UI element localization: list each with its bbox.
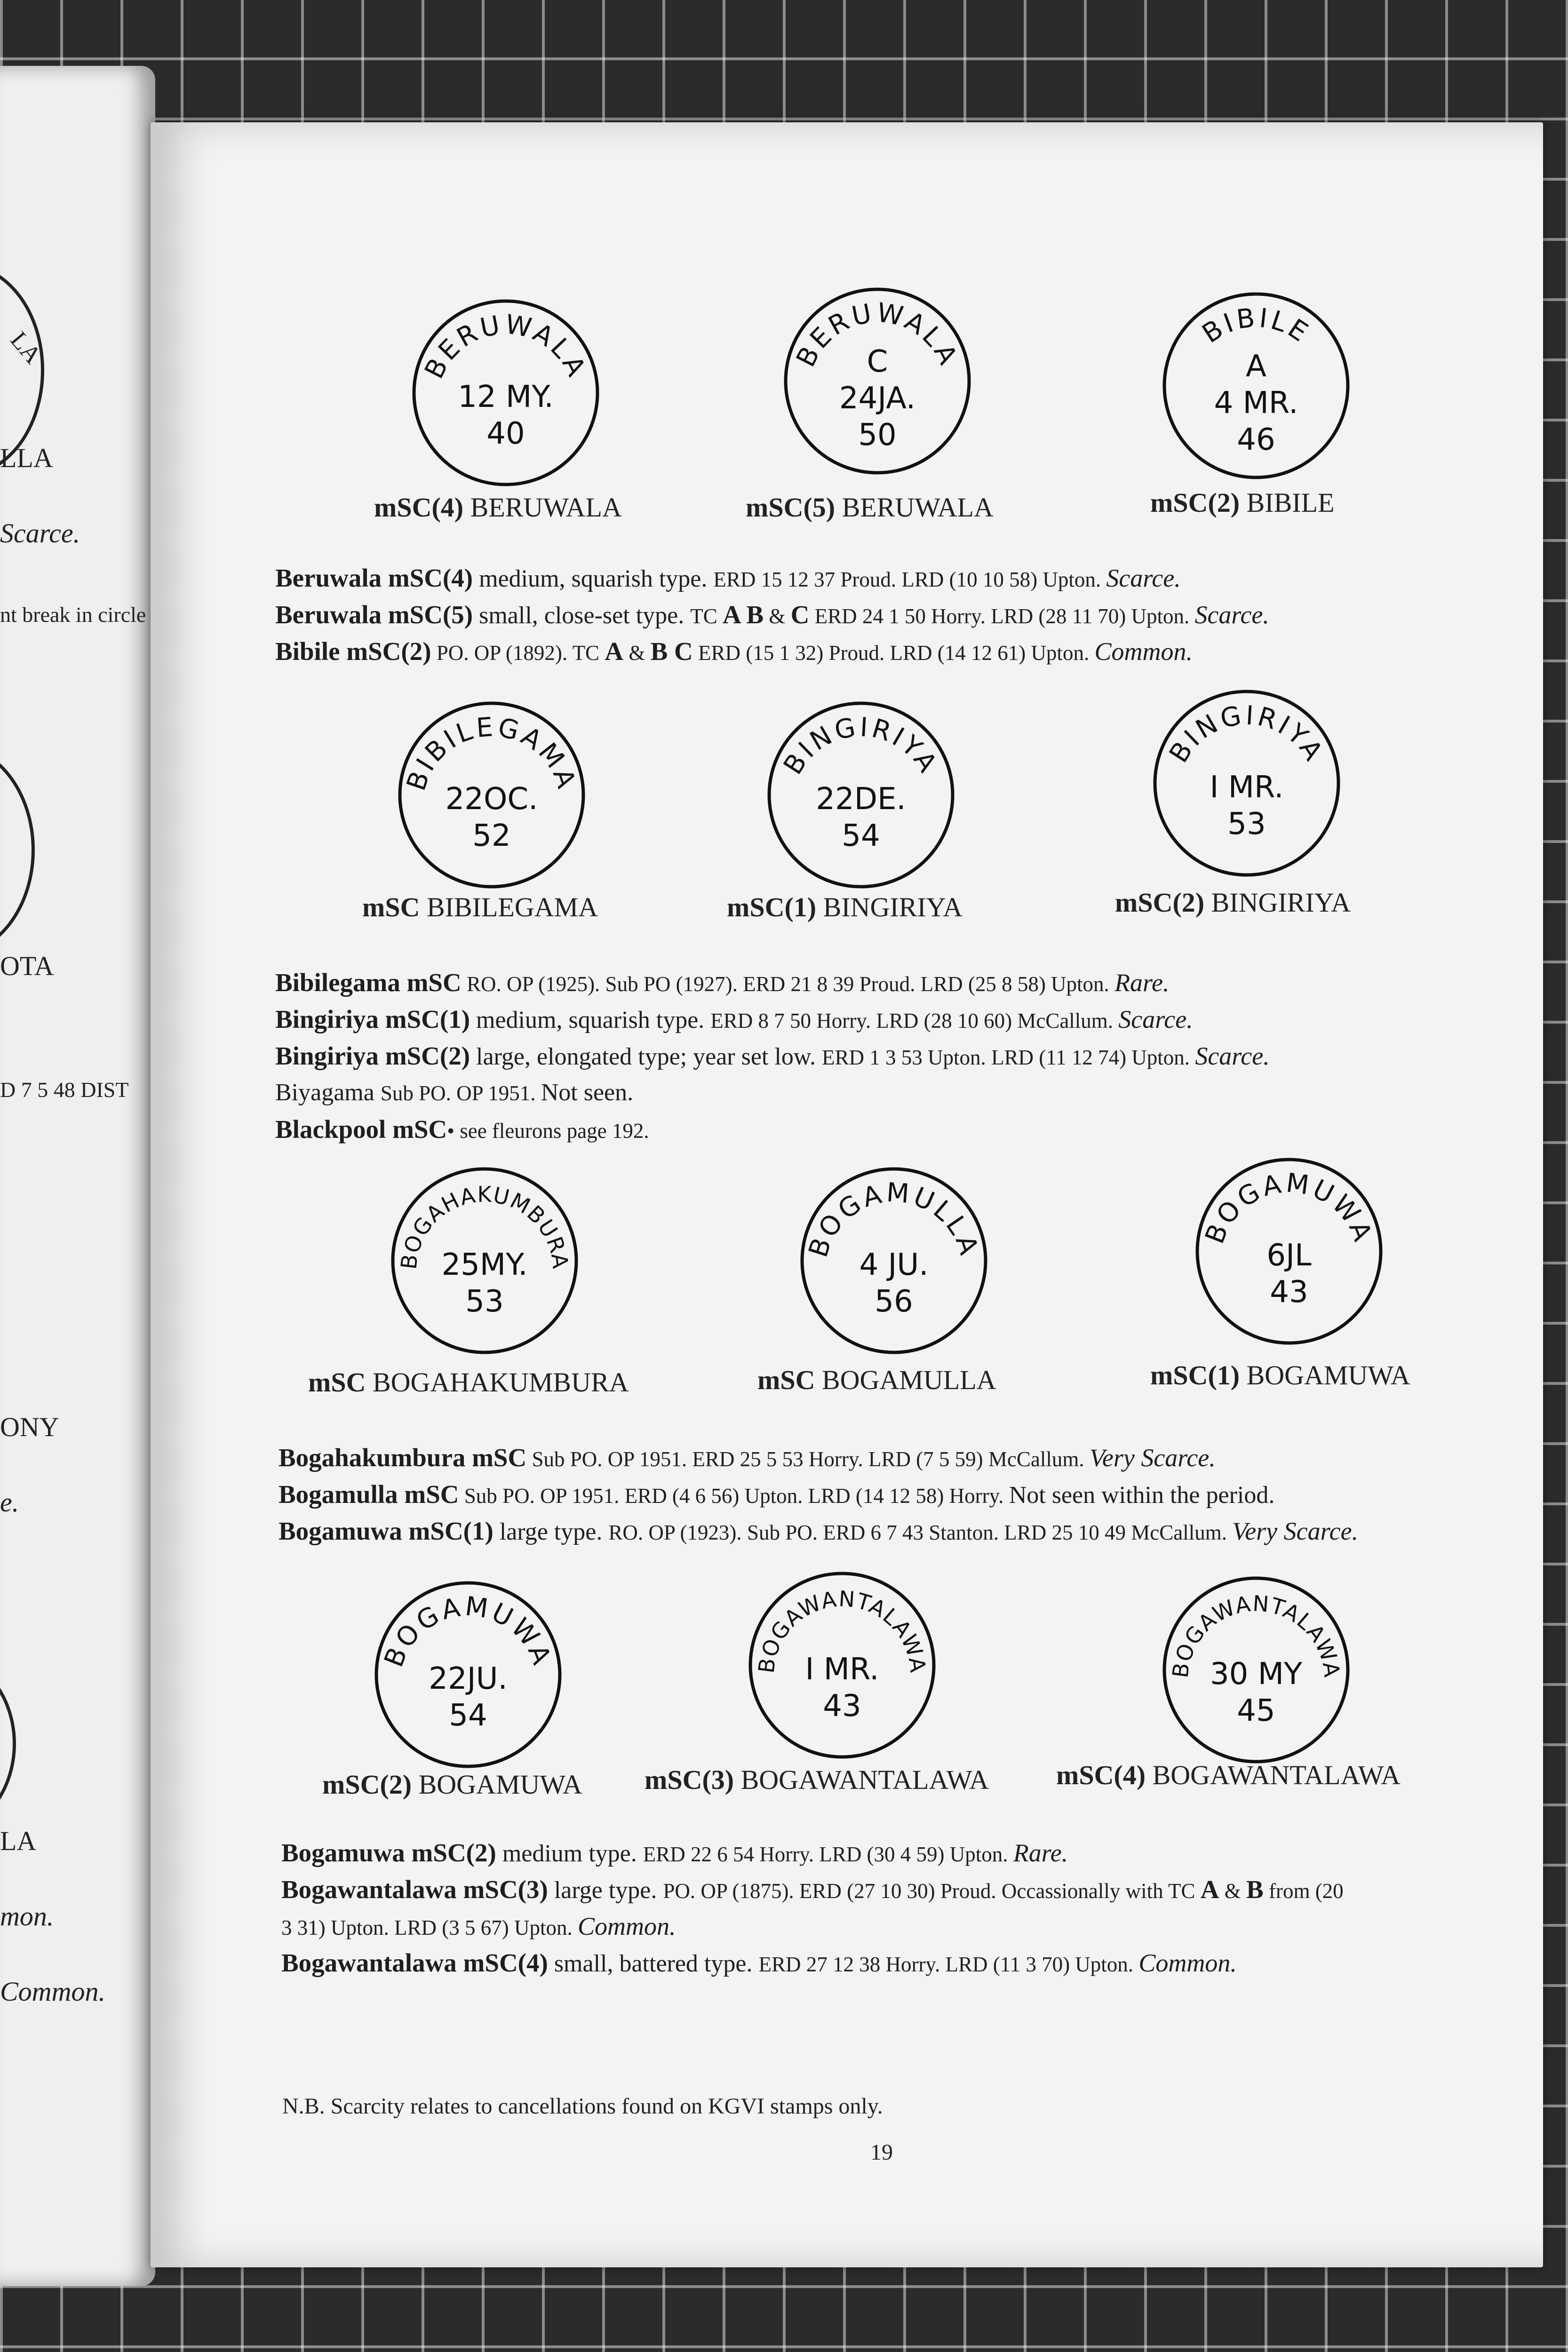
text-run: Bingiriya mSC(1)	[275, 1005, 470, 1033]
left-fragment: OTA	[0, 951, 54, 981]
text-run: Scarce.	[1194, 601, 1269, 629]
text-run: Very Scarce.	[1089, 1444, 1216, 1472]
postmark-date-line: 52	[472, 818, 511, 853]
postmark-beruwala-5	[779, 282, 976, 482]
text-run: PO. OP (1892). TC	[431, 641, 605, 665]
postmark-date-line: I MR.	[1210, 770, 1284, 805]
left-fragment: LLA	[0, 443, 53, 473]
text-run: small, close-set type.	[473, 602, 691, 629]
text-run: B	[1246, 1875, 1264, 1904]
text-run: Common.	[1138, 1949, 1237, 1977]
postmark-bingiriya-1	[762, 696, 960, 896]
description-line	[275, 964, 1170, 1002]
text-run: A	[1200, 1875, 1219, 1904]
text-run: Sub PO. OP 1951. ERD 25 5 53 Horry. LRD (7 5 59) McCallum.	[526, 1447, 1090, 1471]
postmark-bogahakumbura	[386, 1162, 583, 1362]
postmark-bogamuwa-2	[369, 1576, 567, 1776]
postmark-date-line: A	[1246, 349, 1266, 384]
left-postmark-circle	[0, 743, 35, 957]
page-number: 19	[870, 2140, 893, 2165]
description-line	[275, 1001, 1193, 1039]
text-run: Beruwala mSC(5)	[275, 600, 473, 629]
description-line	[275, 596, 1269, 635]
text-run: medium, squarish type.	[473, 565, 714, 592]
text-run: Blackpool mSC	[275, 1115, 447, 1144]
left-page	[0, 66, 155, 2286]
postmark-svg	[1148, 684, 1345, 882]
text-run: ERD 27 12 38 Horry. LRD (11 3 70) Upton.	[758, 1953, 1139, 1976]
postmark-arc-text: BOGAMUWA	[1199, 1168, 1379, 1248]
postmark-date-line: 22DE.	[816, 782, 906, 817]
text-run: Rare.	[1114, 969, 1170, 997]
caption: mSC BOGAMULLA	[757, 1365, 996, 1395]
text-run: Bogawantalawa mSC(4)	[281, 1948, 548, 1977]
left-fragment: e.	[0, 1487, 19, 1518]
postmark-beruwala-4	[407, 294, 605, 494]
postmark-arc-text: BERUWALA	[419, 309, 593, 384]
postmark-arc-text: BOGAHAKUMBURA	[396, 1181, 573, 1271]
text-run: Sub PO. OP 1951.	[380, 1081, 541, 1105]
caption: mSC BOGAHAKUMBURA	[308, 1367, 629, 1398]
postmark-arc-text: BOGAMULLA	[803, 1177, 985, 1261]
postmark-bogamuwa-1	[1190, 1152, 1388, 1352]
postmark-date-line: 6JL	[1266, 1238, 1312, 1273]
postmark-date-line: 53	[465, 1284, 504, 1319]
left-fragment: LA	[5, 326, 47, 369]
text-run: &	[623, 641, 651, 665]
caption: mSC(1) BOGAMUWA	[1150, 1360, 1410, 1391]
description-line	[275, 560, 1181, 598]
description-line	[275, 1111, 649, 1149]
postmark-date-line: 54	[842, 818, 880, 853]
postmark-arc-text: BINGIRIYA	[778, 711, 944, 780]
left-fragment: Common.	[0, 1976, 105, 2007]
postmark-date-line: 30 MY	[1210, 1657, 1303, 1692]
description-line	[279, 1476, 1274, 1514]
text-run: Common.	[577, 1912, 676, 1940]
text-run: Sub PO. OP 1951. ERD (4 6 56) Upton. LRD (14 12 58) Horry.	[459, 1484, 1009, 1508]
postmark-bibile-2	[1157, 287, 1355, 487]
postmark-date-line: 46	[1237, 422, 1275, 457]
postmark-date-line: 43	[823, 1689, 861, 1724]
text-run: &	[1219, 1879, 1247, 1903]
postmark-date-line: 43	[1270, 1275, 1308, 1310]
text-run: ERD 22 6 54 Horry. LRD (30 4 59) Upton.	[643, 1843, 1013, 1866]
caption: mSC BIBILEGAMA	[362, 892, 598, 922]
postmark-svg	[779, 282, 976, 480]
text-run: Bogamulla mSC	[279, 1480, 459, 1509]
text-run: Bogahakumbura mSC	[279, 1443, 527, 1472]
caption: mSC(4) BERUWALA	[374, 492, 622, 523]
postmark-date-line: 4 JU.	[859, 1248, 929, 1282]
description-line	[279, 1513, 1358, 1551]
postmark-date-line: 45	[1237, 1693, 1275, 1728]
description-line	[281, 1835, 1068, 1873]
postmark-date-line: 53	[1227, 807, 1266, 842]
postmark-date-line: C	[867, 344, 888, 379]
left-fragment: ONY	[0, 1412, 59, 1442]
postmark-arc-text: BIBILE	[1197, 302, 1316, 350]
postmark-date-line: 22OC.	[445, 782, 538, 817]
postmark-arc-text: BOGAMUWA	[378, 1591, 558, 1671]
text-run: RO. OP (1923). Sub PO. ERD 6 7 43 Stanton. LRD 25 10 49 McCallum.	[608, 1521, 1233, 1544]
left-postmark-circle	[0, 1651, 16, 1836]
text-run: Not seen within the period.	[1009, 1482, 1275, 1509]
postmark-arc-text: BOGAWANTALAWA	[753, 1586, 931, 1675]
postmark-arc-text: BIBILEGAMA	[401, 712, 582, 795]
text-run: ERD (15 1 32) Proud. LRD (14 12 61) Upton.	[692, 641, 1095, 665]
description-line	[281, 1945, 1237, 1983]
description-line	[275, 633, 1193, 671]
left-fragment: LA	[0, 1826, 37, 1856]
postmark-bogamulla	[795, 1162, 993, 1362]
text-run: Rare.	[1013, 1839, 1068, 1867]
postmark-date-line: 54	[449, 1698, 487, 1733]
postmark-date-line: 4 MR.	[1214, 386, 1298, 421]
postmark-svg	[407, 294, 605, 492]
left-fragment: Scarce.	[0, 518, 80, 548]
text-run: Very Scarce.	[1232, 1517, 1359, 1545]
text-run: large, elongated type; year set low.	[470, 1043, 822, 1070]
text-run: 3 31) Upton. LRD (3 5 67) Upton.	[281, 1916, 578, 1939]
postmark-date-line: 56	[875, 1284, 913, 1319]
text-run: Bingiriya mSC(2)	[275, 1041, 470, 1070]
postmark-date-line: 12 MY.	[458, 380, 554, 414]
text-run: PO. OP (1875). ERD (27 10 30) Proud. Occassionally with TC	[663, 1879, 1201, 1903]
text-run: • see fleurons page 192.	[447, 1119, 649, 1143]
caption: mSC(2) BINGIRIYA	[1115, 887, 1351, 918]
caption: mSC(2) BOGAMUWA	[322, 1769, 582, 1800]
text-run: medium type.	[496, 1840, 643, 1867]
text-run: A	[605, 637, 624, 666]
text-run: small, battered type.	[548, 1950, 759, 1977]
left-fragment: nt break in circle	[0, 603, 146, 627]
text-run: ERD 24 1 50 Horry. LRD (28 11 70) Upton.	[809, 604, 1195, 628]
postmark-svg	[1157, 287, 1355, 485]
caption: mSC(2) BIBILE	[1150, 487, 1335, 518]
text-run: RO. OP (1925). Sub PO (1927). ERD 21 8 39 Proud. LRD (25 8 58) Upton.	[461, 972, 1115, 996]
text-run: Bibilegama mSC	[275, 968, 462, 997]
text-run: large type.	[493, 1518, 609, 1545]
caption: mSC(5) BERUWALA	[746, 492, 994, 523]
text-run: B C	[650, 637, 693, 666]
postmark-svg	[393, 696, 590, 894]
text-run: C	[790, 600, 810, 629]
description-line	[281, 1871, 1344, 1909]
postmark-svg	[1190, 1152, 1388, 1350]
postmark-date-line: 25MY.	[441, 1248, 528, 1282]
postmark-arc-text: BERUWALA	[790, 297, 964, 372]
text-run: Not seen.	[541, 1079, 634, 1106]
text-run: Bogawantalawa mSC(3)	[281, 1875, 548, 1904]
postmark-bogawantalawa-3	[743, 1566, 941, 1766]
description-line	[275, 1074, 633, 1112]
postmark-bogawantalawa-4	[1157, 1571, 1355, 1771]
postmark-date-line: 24JA.	[839, 381, 916, 416]
text-run: TC	[690, 604, 723, 628]
caption: mSC(3) BOGAWANTALAWA	[645, 1764, 989, 1795]
postmark-date-line: I MR.	[805, 1652, 879, 1687]
text-run: Scarce.	[1118, 1005, 1193, 1033]
description-line	[281, 1908, 676, 1946]
postmark-date-line: 22JU.	[429, 1661, 508, 1696]
text-run: Common.	[1094, 637, 1193, 666]
text-run: large type.	[548, 1877, 663, 1904]
footnote: N.B. Scarcity relates to cancellations found on KGVI stamps only.	[282, 2094, 883, 2119]
caption: mSC(1) BINGIRIYA	[727, 892, 963, 922]
postmark-svg	[1157, 1571, 1355, 1769]
description-line	[275, 1038, 1270, 1076]
postmark-svg	[386, 1162, 583, 1359]
text-run: ERD 8 7 50 Horry. LRD (28 10 60) McCallum.	[710, 1009, 1119, 1033]
postmark-arc-text: BOGAWANTALAWA	[1167, 1590, 1345, 1679]
left-fragment: mon.	[0, 1901, 54, 1931]
text-run: Bogamuwa mSC(2)	[281, 1838, 496, 1867]
postmark-bibilegama	[393, 696, 590, 896]
text-run: Scarce.	[1195, 1042, 1270, 1070]
text-run: ERD 15 12 37 Proud. LRD (10 10 58) Upton.	[713, 568, 1106, 591]
text-run: Bibile mSC(2)	[275, 637, 431, 666]
postmark-svg	[369, 1576, 567, 1773]
text-run: Scarce.	[1106, 564, 1181, 592]
postmark-bingiriya-2	[1148, 684, 1345, 884]
postmark-svg	[743, 1566, 941, 1764]
postmark-svg	[762, 696, 960, 894]
caption: mSC(4) BOGAWANTALAWA	[1056, 1760, 1401, 1790]
text-run: A B	[722, 600, 764, 629]
text-run: medium, squarish type.	[470, 1007, 711, 1033]
text-run: ERD 1 3 53 Upton. LRD (11 12 74) Upton.	[822, 1046, 1195, 1069]
text-run: &	[764, 604, 791, 628]
postmark-svg	[795, 1162, 993, 1359]
left-fragment: D 7 5 48 DIST	[0, 1078, 129, 1102]
text-run: Bogamuwa mSC(1)	[279, 1517, 493, 1545]
description-line	[279, 1439, 1216, 1478]
text-run: Biyagama	[275, 1079, 381, 1106]
text-run: Beruwala mSC(4)	[275, 564, 473, 592]
text-run: from (20	[1263, 1879, 1344, 1903]
postmark-arc-text: BINGIRIYA	[1163, 699, 1330, 768]
postmark-date-line: 40	[486, 416, 525, 451]
postmark-date-line: 50	[858, 418, 897, 453]
